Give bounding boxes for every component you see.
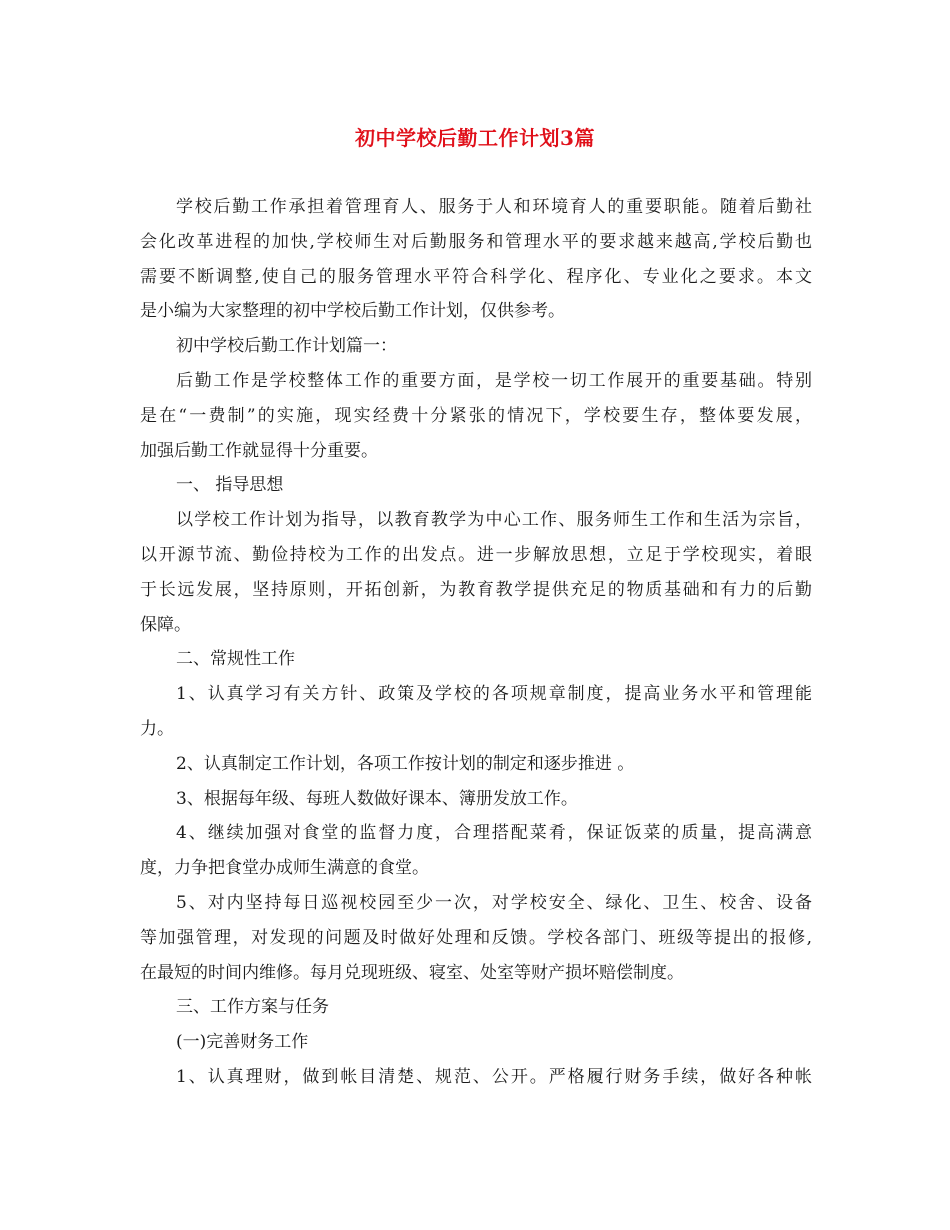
text-line: 是小编为大家整理的初中学校后勤工作计划，仅供参考。	[140, 301, 565, 322]
text-line: 后勤工作是学校整体工作的重要方面，是学校一切工作展开的重要基础。特别	[176, 370, 812, 391]
text-line: 2、认真制定工作计划，各项工作按计划的制定和逐步推进 。	[176, 753, 635, 774]
text-line: 三、工作方案与任务	[176, 997, 329, 1018]
text-line: (一)完善财务工作	[176, 1032, 309, 1053]
text-line: 度，力争把食堂办成师生满意的食堂。	[140, 858, 429, 879]
text-line: 3、根据每年级、每班人数做好课本、簿册发放工作。	[176, 788, 578, 809]
text-line: 是在“一费制”的实施，现实经费十分紧张的情况下，学校要生存，整体要发展，	[140, 405, 812, 426]
text-line: 等加强管理，对发现的问题及时做好处理和反馈。学校各部门、班级等提出的报修,	[140, 927, 812, 948]
text-line: 以开源节流、勤俭持校为工作的出发点。进一步解放思想，立足于学校现实，着眼	[140, 544, 812, 565]
text-line: 1、认真学习有关方针、政策及学校的各项规章制度，提高业务水平和管理能	[176, 684, 812, 705]
text-line: 需要不断调整,使自己的服务管理水平符合科学化、程序化、专业化之要求。本文	[140, 266, 812, 287]
text-line: 以学校工作计划为指导，以教育教学为中心工作、服务师生工作和生活为宗旨，	[176, 510, 812, 531]
text-line: 力。	[140, 718, 174, 739]
text-line: 初中学校后勤工作计划篇一：	[176, 336, 397, 357]
document-body	[140, 190, 812, 1095]
text-line: 在最短的时间内维修。每月兑现班级、寝室、处室等财产损坏赔偿制度。	[140, 962, 684, 983]
text-line: 保障。	[140, 614, 191, 635]
text-line: 二、常规性工作	[176, 649, 295, 670]
text-line: 一、 指导思想	[176, 475, 284, 496]
text-line: 4、继续加强对食堂的监督力度，合理搭配菜肴，保证饭菜的质量，提高满意	[176, 823, 812, 844]
text-line: 加强后勤工作就显得十分重要。	[140, 440, 378, 461]
text-line: 于长远发展，坚持原则，开拓创新，为教育教学提供充足的物质基础和有力的后勤	[140, 579, 812, 600]
text-line: 学校后勤工作承担着管理育人、服务于人和环境育人的重要职能。随着后勤社	[176, 197, 812, 217]
text-line: 1、认真理财，做到帐目清楚、规范、公开。严格履行财务手续，做好各种帐	[176, 1066, 812, 1087]
text-line: 会化改革进程的加快,学校师生对后勤服务和管理水平的要求越来越高,学校后勤也	[140, 231, 812, 252]
text-line: 5、对内坚持每日巡视校园至少一次，对学校安全、绿化、卫生、校舍、设备	[176, 892, 812, 913]
document-title: 初中学校后勤工作计划3篇	[355, 126, 595, 150]
